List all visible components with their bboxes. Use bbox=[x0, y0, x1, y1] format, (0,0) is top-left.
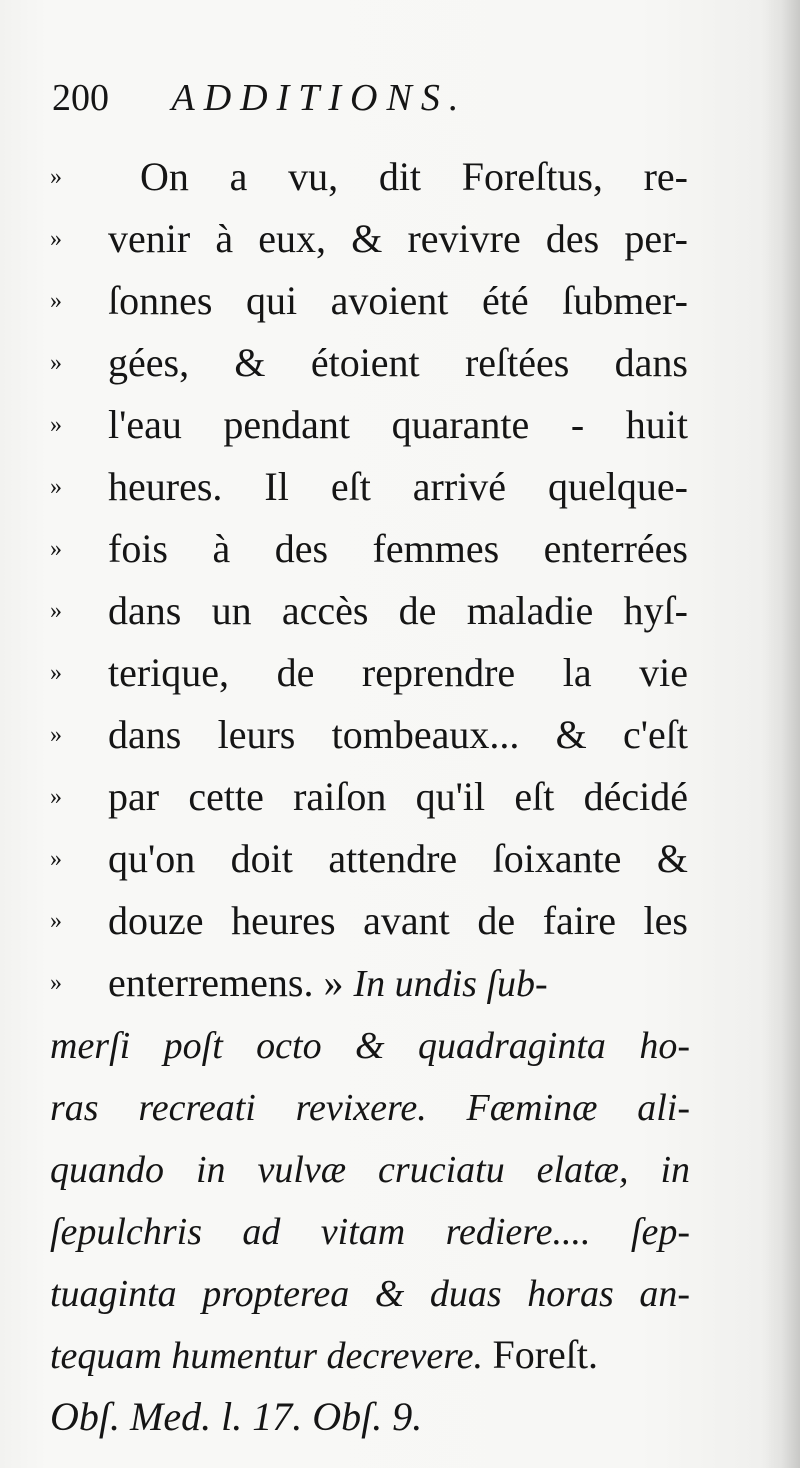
quote-marker: » bbox=[50, 722, 62, 748]
body-text bbox=[50, 146, 695, 1448]
line-text: douze heures avant de faire les bbox=[108, 898, 688, 943]
line-text: On a vu, dit Foreſtus, re- bbox=[140, 154, 688, 199]
text-line bbox=[50, 766, 695, 828]
final-line bbox=[50, 1324, 695, 1386]
quote-marker: » bbox=[50, 226, 62, 252]
text-line bbox=[50, 146, 695, 208]
citation: Obſ. Med. l. 17. Obſ. 9. bbox=[50, 1394, 423, 1439]
quote-marker: » bbox=[50, 350, 62, 376]
line-text: fois à des femmes enterrées bbox=[108, 526, 688, 571]
latin-line bbox=[50, 1014, 695, 1076]
latin-text: ras recreati revixere. Fæminæ ali- bbox=[50, 1087, 690, 1129]
latin-text: tuaginta propterea & duas horas an- bbox=[50, 1273, 690, 1315]
text-line bbox=[50, 456, 695, 518]
line-text: terique, de reprendre la vie bbox=[108, 650, 688, 695]
text-line bbox=[50, 642, 695, 704]
running-title: ADDITIONS. bbox=[171, 77, 468, 119]
text-line bbox=[50, 518, 695, 580]
quote-marker: » bbox=[50, 412, 62, 438]
line-text: par cette raiſon qu'il eſt décidé bbox=[108, 774, 688, 819]
page-number: 200 bbox=[52, 77, 109, 119]
page-edge-shadow bbox=[768, 0, 800, 1468]
quote-marker: » bbox=[50, 784, 62, 810]
quote-marker: » bbox=[50, 660, 62, 686]
line-text bbox=[50, 1324, 598, 1387]
quote-marker: » bbox=[50, 846, 62, 872]
text-line bbox=[50, 704, 695, 766]
quote-marker: » bbox=[50, 474, 62, 500]
quote-marker: » bbox=[50, 598, 62, 624]
latin-text: In undis ſub- bbox=[353, 963, 548, 1005]
line-text: dans un accès de maladie hyſ- bbox=[108, 588, 688, 633]
line-text: ſonnes qui avoient été ſubmer- bbox=[108, 278, 688, 323]
text-line bbox=[50, 270, 695, 332]
text-line bbox=[50, 890, 695, 952]
text-line bbox=[50, 394, 695, 456]
text-line bbox=[50, 580, 695, 642]
text-line-mixed bbox=[50, 952, 695, 1014]
latin-line bbox=[50, 1200, 695, 1262]
quote-marker: » bbox=[50, 970, 62, 996]
latin-line bbox=[50, 1262, 695, 1324]
line-text: dans leurs tombeaux... & c'eſt bbox=[108, 712, 688, 757]
latin-line bbox=[50, 1138, 695, 1200]
quote-marker: » bbox=[50, 164, 62, 190]
latin-text: quando in vulvæ cruciatu elatæ, in bbox=[50, 1149, 690, 1191]
latin-line bbox=[50, 1076, 695, 1138]
quote-marker: » bbox=[50, 908, 62, 934]
line-text: l'eau pendant quarante - huit bbox=[108, 402, 688, 447]
latin-text: merſi poſt octo & quadraginta ho- bbox=[50, 1025, 690, 1067]
page-header bbox=[52, 68, 692, 128]
line-text bbox=[108, 952, 548, 1015]
latin-text: tequam humentur decrevere. bbox=[50, 1335, 493, 1377]
line-text: venir à eux, & revivre des per- bbox=[108, 216, 688, 261]
text-line bbox=[50, 208, 695, 270]
line-text: heures. Il eſt arrivé quelque- bbox=[108, 464, 688, 509]
citation-line bbox=[50, 1386, 695, 1448]
roman-text: enterremens. » bbox=[108, 960, 354, 1005]
quote-marker: » bbox=[50, 536, 62, 562]
quote-marker: » bbox=[50, 288, 62, 314]
text-line bbox=[50, 828, 695, 890]
text-line bbox=[50, 332, 695, 394]
line-text: gées, & étoient reſtées dans bbox=[108, 340, 688, 385]
line-text: qu'on doit attendre ſoixante & bbox=[108, 836, 688, 881]
roman-text: Foreſt. bbox=[492, 1332, 599, 1377]
latin-text: ſepulchris ad vitam rediere.... ſep- bbox=[50, 1211, 690, 1253]
